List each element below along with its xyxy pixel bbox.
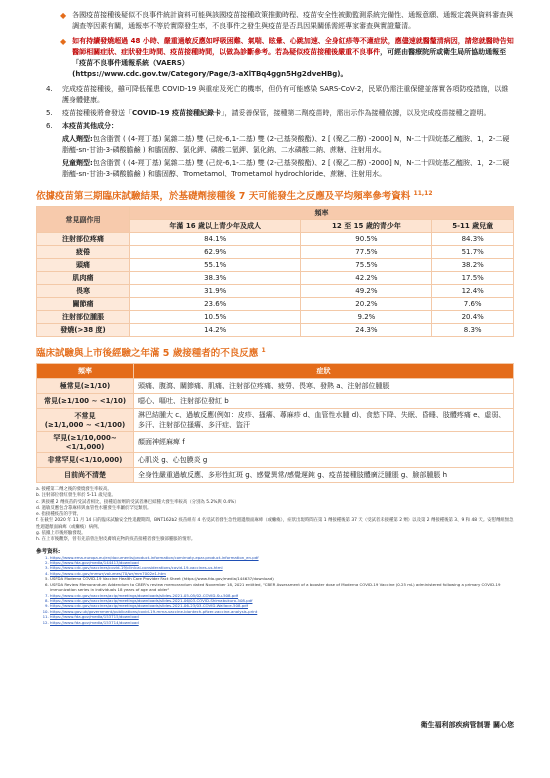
- item-number: 4.: [46, 85, 53, 93]
- vaers-link[interactable]: (https://www.cdc.gov.tw/Category/Page/3-aXlTBq4ggn5Hg2dveHBg)。: [72, 70, 348, 78]
- publisher-signature: 衛生福利部疾病管制署 關心您: [420, 721, 514, 729]
- table-row: 畏寒 31.9% 49.2% 12.4%: [37, 285, 514, 298]
- table-row: 疲倦 62.9% 77.5% 51.7%: [37, 246, 514, 259]
- ingredient-text: 包含脂質 ( (4-羥丁基) 氮雜二基) 雙 (己烷-6,1-二基) 雙 (2-己基癸酸酯)、2 [ (聚乙二醇) -2000] N，N-二十四烷基乙醯胺、1，2-二硬脂醯-sn-甘油-3-磷酸膽鹼 ) 和膽固醇、氯化鉀、磷酸二氫鉀、氯化鈉、二水磷酸二鈉、蔗糖、注射用水。: [62, 135, 510, 154]
- table-corner-header: 常見副作用: [37, 207, 130, 233]
- item-number: 6.: [46, 122, 53, 130]
- item-text: 疫苗接種後將會發送「COVID-19 疫苗接種紀錄卡」，請妥善保管，接種第二劑疫苗時，需出示作為接種依據，以及完成疫苗接種之證明。: [62, 109, 491, 117]
- reference-link[interactable]: 3. https://www.cdc.gov/vaccines/covid-19/clinical-considerations/covid-19-vaccines-us.html: [50, 565, 514, 570]
- column-header: 12 至 15 歲的青少年: [301, 220, 432, 233]
- bullet-item: [60, 36, 514, 80]
- item-number: 5.: [46, 109, 53, 117]
- numbered-item: [46, 121, 514, 132]
- adverse-reaction-table: [36, 363, 514, 483]
- table-row: 注射部位腫脹 10.5% 9.2% 20.4%: [37, 311, 514, 324]
- ingredient-adult: [46, 134, 514, 156]
- column-header: 頻率: [37, 364, 134, 379]
- column-header: 5-11 歲兒童: [432, 220, 514, 233]
- numbered-item: [46, 108, 514, 119]
- footnote: b. 注射部位發紅發生率於 5-11 歲兒童。: [36, 493, 116, 499]
- side-effect-frequency-table: [36, 206, 514, 337]
- bullet-item: [60, 10, 514, 32]
- reference-link[interactable]: 8. https://www.cdc.gov/vaccines/acip/meetings/downloads/slides-2021-06/03-COVID-Shimabukuro-508.pdf: [50, 598, 514, 603]
- diamond-bullet-icon: ◆: [60, 37, 67, 46]
- diamond-bullet-icon: ◆: [60, 11, 67, 20]
- table-row: 極常見(≥1/10) 頭痛、腹瀉、關節痛、肌痛、注射部位疼痛、疲勞、畏寒、發熱 a、注射部位腫脹: [37, 379, 514, 394]
- reference-link[interactable]: 7. https://www.cdc.gov/vaccines/acip/meetings/downloads/slides-2021-05-05/02-COVID-Su-508.pdf: [50, 593, 514, 598]
- ingredient-child: [46, 158, 514, 180]
- column-header: 症狀: [134, 364, 514, 379]
- reference-link[interactable]: 10. https://www.gov.uk/government/publications/covid-19-mrna-vaccine-biontech-pfizer-vaccine-analysis-print: [50, 609, 514, 614]
- table-row: 頭痛 55.1% 75.5% 38.2%: [37, 259, 514, 272]
- vaers-text: ，可經由醫療院所或衛生局所協助通報至「疫苗不良事件通報系統（VAERS）: [72, 48, 507, 67]
- reference-link[interactable]: 1. https://www.ema.europa.eu/en/documents/product-information/comirnaty-epar-product-information_en.pdf: [50, 555, 514, 560]
- table-row: 目前尚不清楚 全身性嚴重過敏反應、多形性紅斑 g、感覺異常/感覺遲鈍 g、疫苗接種肢體廣泛腫脹 g、臉部腫脹 h: [37, 468, 514, 483]
- reference-link[interactable]: 11. https://www.fda.gov/media/153715/download: [50, 614, 514, 619]
- table-row: 肌肉痛 38.3% 42.2% 17.5%: [37, 272, 514, 285]
- ingredient-label: 成人劑型:: [62, 135, 93, 143]
- reference-item: 6. USFDA Review Memorandum Addendum to CBER's review memorandum dated November 18, 2021 entitled, "CBER Assessment of a booster dose of Moderna COVID-19 Vaccine (0.25 mL) administered following a primary COVID-19 immunization series in individuals 18 years of age and older": [50, 582, 514, 593]
- table-group-header: 頻率: [130, 207, 514, 220]
- ingredient-label: 兒童劑型:: [62, 159, 93, 167]
- footnote: h. 在上市後觀察，曾有先前曾注射皮膚填充物的疫苗接種者發生臉部腫脹的情形。: [36, 537, 196, 543]
- references-list: [36, 555, 514, 625]
- bullet-list: [36, 10, 514, 80]
- column-header: 年滿 16 歲以上青少年及成人: [130, 220, 301, 233]
- table-row: 發燒(>38 度) 14.2% 24.3% 8.3%: [37, 324, 514, 337]
- footnotes: [36, 487, 514, 544]
- numbered-list: [46, 84, 514, 180]
- references-title: 參考資料:: [36, 548, 61, 555]
- warning-text: 如有持續發燒超過 48 小時、嚴重過敏反應如呼吸困難、氣喘、眩暈、心跳加速、全身紅疹等不適症狀，應儘速就醫釐清病因，請您就醫時告知醫師相關症狀、症狀發生時間、疫苗接種時間，以做為診斷參考。若為疑似疫苗接種後嚴重不良事件: [72, 37, 514, 56]
- table2-title: 臨床試驗與上市後經驗之年滿 5 歲接種者的不良反應 $^1$: [36, 346, 266, 359]
- reference-item: 5. USFDA Moderna COVID-19 Vaccine Health Care Provider Fact Sheet (https://www.fda.gov/media/144637/download): [50, 576, 514, 581]
- footnote: c. 與接種 2 劑疫苗的受試者相比，接種追加劑的受試者淋巴結腫大發生率較高（分別為 5.2%與 0.4%）: [36, 499, 239, 505]
- footnote: e. 指接種疫苗的手臂。: [36, 512, 82, 518]
- bullet-warning: [72, 36, 514, 80]
- item-text: 完成疫苗接種後，雖可降低罹患 COVID-19 與重症及死亡的機率，但仍有可能感染 SARS-CoV-2，民眾仍需注重保健並落實各項防疫措施，以維護身體健康。: [62, 85, 509, 104]
- item-heading: 本疫苗其他成分：: [62, 122, 118, 130]
- table-row: 關節痛 23.6% 20.2% 7.6%: [37, 298, 514, 311]
- reference-link[interactable]: 12. https://www.fda.gov/media/153714/download: [50, 620, 514, 625]
- ingredient-text: 包含脂質 ( (4-羥丁基) 氮雜二基) 雙 (己烷-6,1-二基) 雙 (2-己基癸酸酯)、2 [ (聚乙二醇) -2000] N，N-二十四烷基乙醯胺、1，2-二硬脂醯-sn-甘油-3-磷酸膽鹼 ) 和膽固醇、Trometamol、Trometamol hydrochloride、蔗糖、注射用水。: [62, 159, 510, 178]
- table-row: 罕見(≥1/10,000~ <1/1,000) 顏面神經麻痺 f: [37, 432, 514, 453]
- reference-link[interactable]: 2. https://www.fda.gov/media/144413/download: [50, 560, 514, 565]
- table-row: 非常罕見(<1/10,000) 心肌炎 g、心包膜炎 g: [37, 453, 514, 468]
- table-row: 不常見 (≥1/1,000 ~ <1/100) 淋巴結腫大 c、過敏反應(例如：皮疹、搔癢、蕁麻疹 d、血管性水腫 d)、食慾下降、失眠、昏睡、肢體疼痛 e、虛弱、多汗、注射部位搔癢、多汗症、盜汗: [37, 409, 514, 432]
- numbered-item: [46, 84, 514, 106]
- table-row: 注射部位疼痛 84.1% 90.5% 84.3%: [37, 233, 514, 246]
- reference-link[interactable]: 4. https://www.cdc.gov/mmwr/volumes/70/wr/mm7002e1.htm: [50, 571, 514, 576]
- footnote: g. 依據上市後經驗發現。: [36, 531, 86, 537]
- table1-title: 依據疫苗第三期臨床試驗結果，於基礎劑接種後 7 天可能發生之反應及平均頻率參考資料 $^{11,12}$: [36, 189, 433, 202]
- reference-link[interactable]: 9. https://www.cdc.gov/vaccines/acip/meetings/downloads/slides-2021-06-23/03-COVID-Wallace-508.pdf: [50, 603, 514, 608]
- footnote: d. 過敏反應包含蕁麻疹與血管性水腫發生率屬於罕見類別。: [36, 505, 152, 511]
- footnote: f. 在截至 2020 年 11 月 14 日的臨床試驗安全性追蹤期間，BNT162b2 疫苗組有 4 名受試者發生急性週邊顏面麻痺（或癱瘓），症狀出現時間在第 1 劑接種後第 37 天（受試者未接種第 2 劑）以及第 2 劑接種後第 3、9 和 48 天。安慰劑組無急性週邊顏面麻痺（或癱瘓）病例。: [36, 518, 514, 530]
- bullet-text: 各國疫苗接種後疑似不良事件統計資料可能與該國疫苗接種政策推動時程、疫苗安全性被動監測系統完備性、通報意願、通報定義與資料審查與調查等因素有關，通報率不等於實際發生率，不良事件之發生與疫苗是否具因果關係需經專家審查與實證釐清。: [72, 11, 514, 30]
- footnote: a. 接種第二劑之後的發燒發生率較高。: [36, 487, 112, 492]
- table-row: 常見(≥1/100 ~ <1/10) 噁心、嘔吐、注射部位發紅 b: [37, 394, 514, 409]
